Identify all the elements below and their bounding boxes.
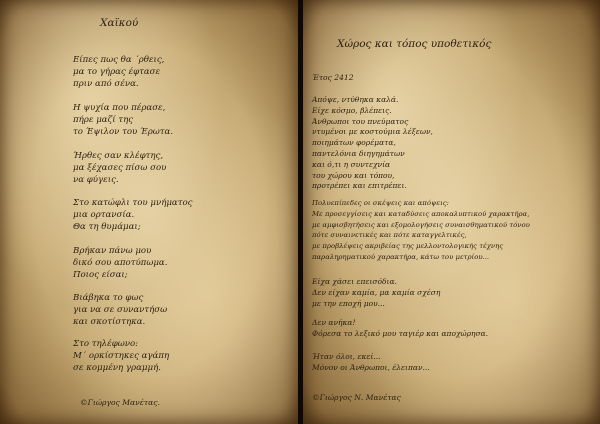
poem-line: μα το γήρας έφτασε bbox=[73, 67, 161, 78]
poem-line: του χώρου και τόπου, bbox=[312, 170, 395, 180]
poem-line: Ήρθες σαν κλέφτης, bbox=[73, 151, 164, 161]
poem-line: με προβλέψεις ακριβείας της μελλοντολογικής τέχνης bbox=[312, 242, 504, 251]
haiku-stanza bbox=[73, 54, 164, 91]
poem-line: Είπες πως θα ΄ρθεις, bbox=[73, 55, 165, 65]
poem-line: Θα τη θυμάμαι; bbox=[73, 222, 141, 233]
poem-stanza bbox=[312, 318, 488, 340]
poem-line: παραληρηματικού χαρακτήρα, κάτω του μετρίου... bbox=[312, 252, 490, 261]
haiku-stanza bbox=[73, 197, 192, 234]
poem-stanza bbox=[312, 277, 440, 309]
right-page bbox=[303, 0, 600, 424]
poem-line: Δεν είχαν καμία, μα καμία σχέση bbox=[312, 287, 441, 297]
signature: ©Γιώργος Μανέτας. bbox=[80, 398, 160, 407]
poem-line: Στο τηλέφωνο: bbox=[73, 339, 139, 349]
poem-line: Η ψυχία που πέρασε, bbox=[73, 103, 166, 113]
left-page bbox=[0, 0, 298, 424]
poem-line: Ήταν όλοι, εκεί... bbox=[312, 352, 381, 361]
poem-title-haiku: Χαϊκού bbox=[100, 17, 139, 29]
poem-line: Ποιος είσαι; bbox=[73, 270, 128, 281]
poem-line: ντυμένοι με κοστούμια λέξεων, bbox=[312, 127, 433, 137]
poem-line: δικό σου αποτύπωμα. bbox=[73, 258, 168, 269]
poem-line: μα ξέχασες πίσω σου bbox=[73, 163, 167, 174]
poem-line: να φύγεις. bbox=[73, 175, 119, 186]
poem-line: Είχε κόσμο, βλέπεις. bbox=[312, 105, 392, 115]
poem-line: πότε συναινετικές και πότε καταγγελτικές, bbox=[312, 231, 467, 240]
poem-line: με αμφισβητήσεις και εξομολογήσεις συναισθηματικού τόνου bbox=[312, 220, 530, 229]
poem-line: Βιάβηκα το φως bbox=[73, 293, 144, 303]
poem-line: Δεν ανήκα! bbox=[312, 318, 356, 327]
poem-line: μια ορτανσία. bbox=[73, 210, 135, 221]
year-label: Έτος 2412 bbox=[312, 73, 354, 82]
poem-line: Μόνον οι Άνθρωποι, έλειπαν... bbox=[312, 362, 430, 372]
poem-line: Απόψε, ντύθηκα καλά. bbox=[312, 95, 399, 104]
haiku-stanza bbox=[73, 150, 166, 187]
poem-line: Στο κατώφλι του μνήματος bbox=[73, 198, 193, 208]
haiku-stanza bbox=[73, 102, 173, 139]
poem-line: Φόρεσα το λεξικό μου ταγιέρ και αποχώρησα. bbox=[312, 328, 489, 338]
poem-stanza bbox=[312, 352, 430, 374]
poem-line: ποιημάτων φορέματα, bbox=[312, 138, 396, 148]
poem-line: πήρε μαζί της bbox=[73, 115, 134, 126]
poem-line: Άνθρωποι του πνεύματος bbox=[312, 116, 409, 126]
poem-line: Πολυεπίπεδες οι σκέψεις και απόψεις: bbox=[312, 199, 449, 207]
poem-line: και σκοτίστηκα. bbox=[73, 317, 146, 328]
poem-stanza bbox=[312, 95, 433, 192]
poem-line: σε κομμένη γραμμή. bbox=[73, 363, 161, 374]
poem-line: παντελόνια διηγημάτων bbox=[312, 148, 405, 158]
poem-line: Βρήκαν πάνω μου bbox=[73, 246, 152, 256]
poem-line: Μ΄ ορκίστηκες αγάπη bbox=[73, 351, 170, 362]
poem-line: και ό,τι η συντεχνία bbox=[312, 159, 391, 169]
signature: ©Γιώργος Ν. Μανέτας bbox=[312, 393, 401, 402]
haiku-stanza bbox=[73, 245, 167, 282]
poem-line: το Έψιλον του Έρωτα. bbox=[73, 127, 174, 138]
poem-line: Είχα χάσει επεισόδια. bbox=[312, 277, 397, 286]
poem-line: για να σε συναντήσω bbox=[73, 305, 168, 316]
poem-stanza bbox=[312, 198, 530, 263]
poem-title-place: Χώρος και τόπος υποθετικός bbox=[337, 38, 492, 50]
poem-line: προτρέπει και επιτρέπει. bbox=[312, 181, 407, 191]
poem-line: με την εποχή μου... bbox=[312, 298, 385, 308]
poem-line: Με προσεγγίσεις και καταδύσεις αποκαλυπτικού χαρακτήρα, bbox=[312, 209, 530, 218]
haiku-stanza bbox=[73, 292, 167, 329]
haiku-stanza bbox=[73, 338, 169, 375]
poem-line: πριν από σένα. bbox=[73, 79, 139, 90]
